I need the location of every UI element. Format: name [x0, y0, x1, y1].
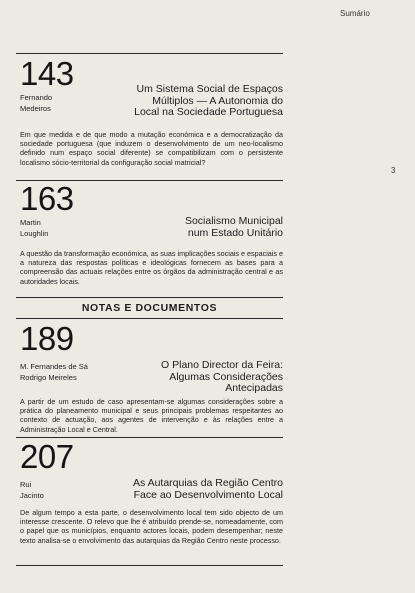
title-line: O Plano Director da Feira:	[161, 359, 283, 371]
entry-abstract: Em que medida e de que modo a mutação económica e a democratização da sociedade portuguesa (que induzem o desenvolvimento de um neo-localismo definido num espaço social diferente) se compatibilizam com o persistente localismo sócio-territorial da configuração social matricial?	[20, 130, 283, 167]
author-line: Martin	[20, 218, 41, 227]
toc-entry-189[interactable]	[20, 320, 283, 434]
entry-page-number: 189	[20, 320, 74, 357]
page-number: 3	[391, 166, 396, 175]
title-line: Múltiplos — A Autonomia do	[152, 94, 283, 107]
entry-authors	[20, 479, 44, 501]
author-line: M. Fernandes de Sá	[20, 362, 88, 371]
entry-page-number: 143	[20, 55, 74, 92]
entry-abstract: A partir de um estudo de caso apresentam-se algumas considerações sobre a prática do planeamento municipal e seus principais problemas respeitantes ao contexto de actuação, aos agentes de intervenção e às relações entre a Administração Local e Central.	[20, 397, 283, 434]
toc-entry-143[interactable]	[20, 55, 283, 178]
entry-abstract: A questão da transformação económica, as suas implicações sociais e espaciais e a natureza das respostas políticas e ideológicas fornecem as bases para a compreensão das actuais relações entre os órgãos da administração central e as autoridades locais.	[20, 249, 283, 286]
entry-page-number: 163	[20, 180, 74, 217]
toc-entry-207[interactable]	[20, 438, 283, 566]
title-line: Antecipadas	[225, 382, 283, 394]
title-line: Um Sistema Social de Espaços	[136, 83, 283, 95]
entry-title	[185, 216, 283, 239]
section-top-rule	[16, 297, 283, 298]
title-line: Face ao Desenvolvimento Local	[133, 488, 283, 501]
entry-abstract: De algum tempo a esta parte, o desenvolvimento local tem sido objecto de um interesse crescente. O relevo que lhe é atribuído prende-se, nomeadamente, com o papel que os municípios, enquanto actores locais, podem desempenhar; neste texto analisa-se o envolvimento das autarquias da Região Centro neste processo.	[20, 508, 283, 545]
header-title: Sumário	[340, 9, 370, 18]
title-line: As Autarquias da Região Centro	[132, 477, 283, 489]
author-line: Jacinto	[20, 491, 44, 500]
author-line: Loughlin	[20, 229, 49, 238]
entry-authors	[20, 92, 52, 114]
title-line: Socialismo Municipal	[184, 215, 283, 227]
entry-title	[133, 478, 283, 501]
author-line: Rui	[20, 480, 32, 489]
entry-authors	[20, 217, 48, 239]
title-line: Local na Sociedade Portuguesa	[134, 106, 283, 118]
section-heading: NOTAS E DOCUMENTOS	[81, 302, 218, 314]
author-line: Fernando	[20, 93, 53, 102]
title-line: num Estado Unitário	[187, 226, 283, 239]
section-bottom-rule	[16, 318, 283, 319]
top-rule	[16, 53, 283, 54]
title-line: Algumas Considerações	[169, 370, 283, 383]
bottom-rule	[16, 565, 283, 566]
entry-title	[161, 360, 283, 395]
author-line: Rodrigo Meireles	[20, 373, 77, 382]
entry-page-number: 207	[20, 438, 74, 475]
toc-entry-163[interactable]	[20, 180, 283, 293]
entry-authors	[20, 361, 88, 383]
author-line: Medeiros	[20, 104, 51, 113]
entry-title	[134, 84, 283, 119]
